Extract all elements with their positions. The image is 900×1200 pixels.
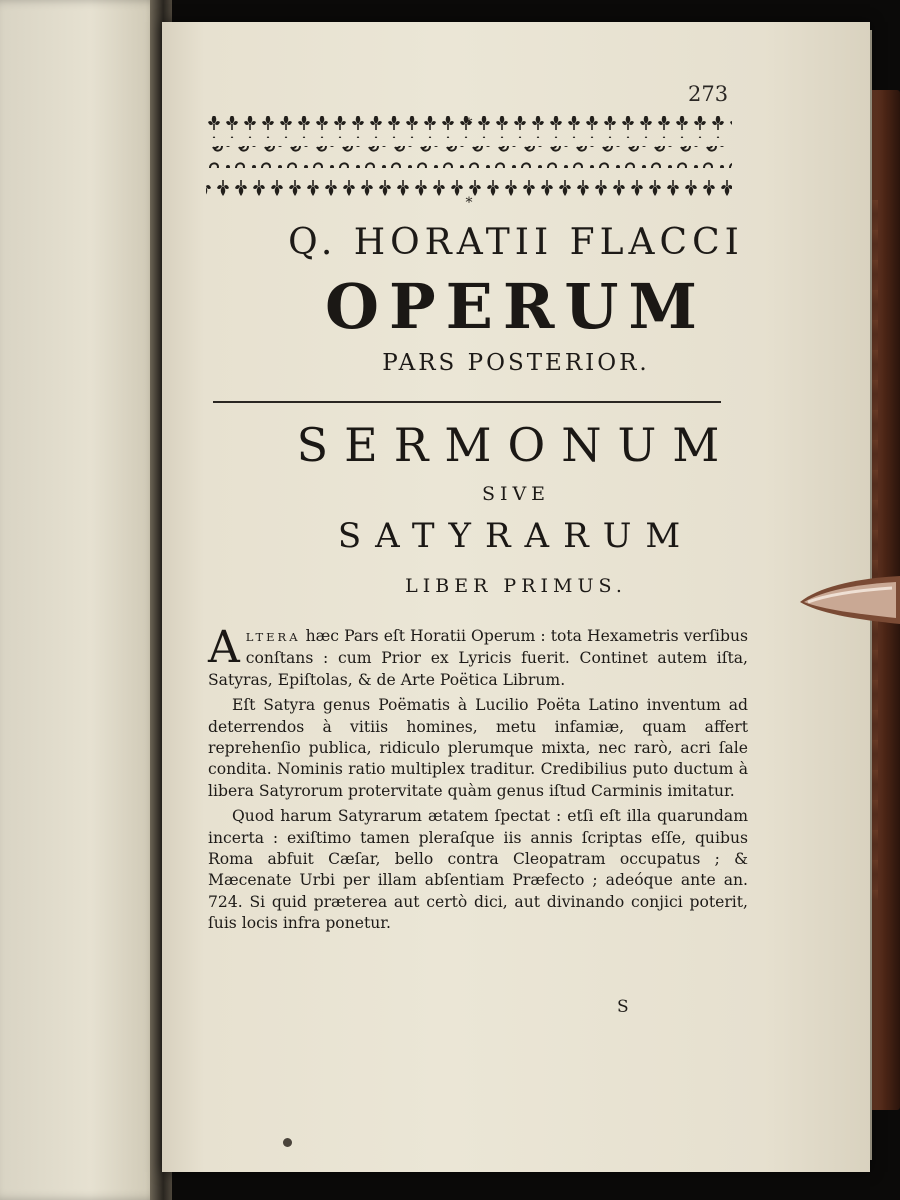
title-satyrarum: SATYRARUM bbox=[337, 516, 695, 556]
title-author: Q. HORATII FLACCI bbox=[288, 222, 744, 263]
paragraph-1-text: hæc Pars eſt Horatii Operum : tota Hexametris verſibus conſtans : cum Prior ex Lyricis fuerit. Continet autem iſta, Satyras, Epiſtolas, & de Arte Poëtica Librum. bbox=[208, 627, 748, 689]
left-page bbox=[0, 0, 165, 1200]
bookmark-clip bbox=[800, 574, 900, 626]
title-pars: PARS POSTERIOR. bbox=[382, 350, 650, 376]
body-text bbox=[208, 622, 748, 939]
page-number: 273 bbox=[688, 82, 729, 106]
title-operum: OPERUM bbox=[324, 270, 708, 343]
paragraph-3: Quod harum Satyrarum ætatem ſpectat : etſi eſt illa quarundam incerta : exiſtimo tamen pleraſque iis annis ſcriptas eſſe, quibus Roma abfuit Cæſar, bello contra Cleopatram occupatus ; & Mæcenate Urbi per illam abſentiam Præfecto ; adeóque ante an. 724. Si quid præterea aut certò dici, aut divinando conjici poterit, ſuis locis infra ponetur. bbox=[208, 807, 748, 933]
paragraph-1 bbox=[208, 622, 748, 691]
title-sive: SIVE bbox=[481, 483, 551, 505]
svg-text:*: * bbox=[465, 195, 473, 210]
title-liber: LIBER PRIMUS. bbox=[405, 575, 627, 597]
page-wormhole bbox=[283, 1138, 292, 1147]
paragraph-2: Eſt Satyra genus Poëmatis à Lucilio Poëta Latino inventum ad deterrendos à vitiis homines, metu infamiæ, quam affert reprehenſio publica, ridiculo plerumque mixta, nec rarò, acri ſale condita. Nominis ratio multiplex traditur. Credibilius puto ductum à libera Satyrorum protervitate quàm genus iſtud Carminis imitatur. bbox=[208, 696, 748, 800]
title-sermonum: SERMONUM bbox=[296, 418, 736, 472]
svg-text:*: * bbox=[465, 116, 473, 132]
catchword: S bbox=[617, 997, 629, 1017]
title-rule bbox=[213, 401, 721, 403]
drop-cap: A bbox=[208, 622, 240, 673]
paragraph-1-caps: LTERA bbox=[245, 630, 301, 644]
fleuron-ornament-band bbox=[206, 112, 732, 210]
